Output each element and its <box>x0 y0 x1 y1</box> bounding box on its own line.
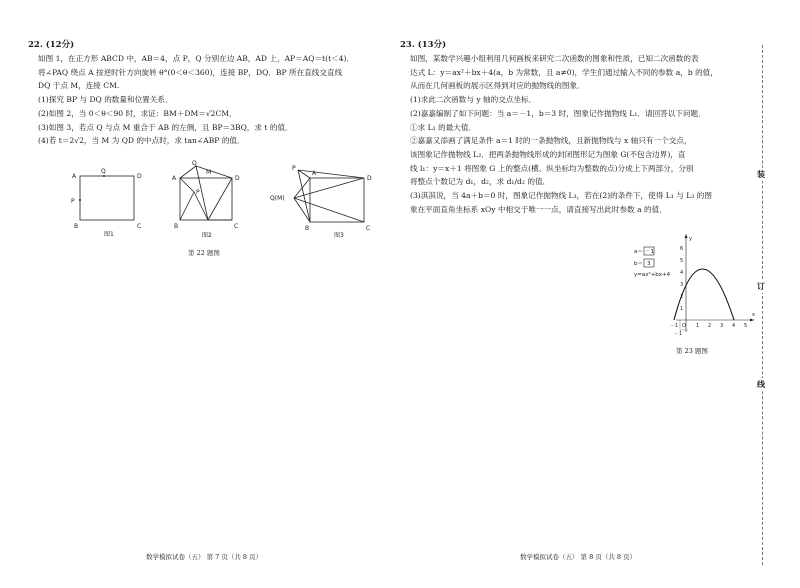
q22-text <box>38 52 354 148</box>
fig2-point-c: C <box>234 223 239 230</box>
x-tick-5: 5 <box>744 323 748 329</box>
y-tick-2: 2 <box>680 294 684 300</box>
y-tick-3: 3 <box>680 282 684 288</box>
q23-line: 象在平面直角坐标系 xOy 中相交于唯一一点，请直接写出此时参数 a 的值． <box>410 204 667 214</box>
figure-3 <box>268 160 378 238</box>
y-tick-1: 1 <box>680 306 684 312</box>
page-7-footer: 数学模拟试卷（五） 第 7 页（共 8 页） <box>146 553 263 561</box>
x-tick-1: 1 <box>696 323 700 329</box>
binding-char-zhuang: 装 <box>757 169 765 179</box>
x-tick-2: 2 <box>708 323 712 329</box>
q23-line: ②嘉嘉又添画了满足条件 a＝1 时的一条抛物线，且新抛物线与 x 轴只有一个交点， <box>410 136 692 146</box>
fig3-label: 图3 <box>334 232 344 238</box>
q22-line: DQ 于点 M，连接 CM. <box>38 81 120 91</box>
x-tick-3: 3 <box>720 323 724 329</box>
x-tick-neg1: －1 <box>670 323 679 329</box>
q23-line: (3)淇淇说，当 4a＋b＝0 时，图象记作抛物线 L₃，若在(2)的条件下，使得 L₁ 与 L₃ 的图 <box>410 191 712 201</box>
graph-formula: y=ax²+bx+4 <box>634 272 671 278</box>
q22-line: (1)探究 BP 与 DQ 的数量和位置关系． <box>38 95 173 105</box>
q23-figure-caption: 第 23 题图 <box>676 347 708 355</box>
fig2-label: 图2 <box>202 232 212 238</box>
fig1-point-d: D <box>137 173 142 180</box>
fig2-point-b: B <box>174 223 179 230</box>
x-axis-label: x <box>752 312 755 318</box>
figure-2 <box>168 160 268 238</box>
param-b-label: b＝ <box>634 261 643 267</box>
fig2-point-p: P <box>196 189 200 196</box>
q23-line: (2)嘉嘉编制了如下问题：当 a＝－1，b＝3 时，图象记作抛物线 L₁．请回答以下问题． <box>410 108 706 118</box>
q23-header: 23. (13分) <box>400 40 447 50</box>
fig1-point-a: A <box>72 173 77 180</box>
fig3-point-d: D <box>367 175 372 182</box>
q23-line: 线 l₁：y＝x＋1 将图象 G 上的整点(横、纵坐标均为整数的点)分成上下两部分，分别 <box>410 163 694 173</box>
y-tick-5: 5 <box>680 258 684 264</box>
fig1-point-c: C <box>137 223 142 230</box>
q22-line: (3)如图 3，若点 Q 与点 M 重合于 AB 的左侧，且 BP＝3BQ，求 t 的值． <box>38 122 293 132</box>
binding-char-xian: 线 <box>757 379 765 389</box>
parabola-graph <box>632 232 762 337</box>
q23-line: 从而在几何画板的展示区得到对应的抛物线的图象． <box>410 81 585 91</box>
param-b-value: 3 <box>647 261 651 267</box>
fig3-point-a: A <box>312 170 317 177</box>
q23-line: 如图，某数学兴趣小组利用几何画板来研究二次函数的图象和性质，已知二次函数的表 <box>410 54 699 63</box>
y-axis-label: y <box>689 236 692 242</box>
y-tick-6: 6 <box>680 246 684 252</box>
q23-line: 将整点个数记为 d₁，d₂，求 d₁/d₂ 的值． <box>410 177 551 187</box>
q22-line: (2)如图 2，当 0＜θ＜90 时，求证：BM＋DM＝√2CM． <box>38 108 237 118</box>
fig1-label: 图1 <box>104 231 114 238</box>
q22-line: 如图 1，在正方形 ABCD 中，AB＝4，点 P，Q 分别在边 AB，AD 上，AP＝AQ＝t(t＜4)． <box>38 54 355 63</box>
x-tick-4: 4 <box>732 323 736 329</box>
fig3-point-p: P <box>292 165 296 172</box>
q22-header: 22. (12分) <box>28 40 75 50</box>
binding-char-ding: 订 <box>757 281 765 291</box>
param-a-label: a＝ <box>634 249 643 255</box>
fig3-point-c: C <box>366 225 371 232</box>
fig1-point-p: P <box>71 198 75 205</box>
fig3-point-b: B <box>305 225 310 232</box>
q22-line: 将∠PAQ 绕点 A 按逆时针方向旋转 θ°(0＜θ＜360)，连接 BP，DQ．BP 所在直线交直线 <box>38 67 343 77</box>
fig2-point-a: A <box>172 175 177 182</box>
fig1-point-b: B <box>74 223 79 230</box>
fig2-point-q: Q <box>192 160 197 167</box>
fig2-point-m: M <box>206 169 212 176</box>
x-tick-origin: O <box>682 323 686 329</box>
fig3-point-q-m: Q(M) <box>270 195 285 202</box>
y-tick-neg1: －1 <box>674 331 683 337</box>
page-8-footer: 数学模拟试卷（五） 第 8 页（共 8 页） <box>520 553 637 561</box>
q23-text <box>410 52 718 216</box>
binding-dashed-line <box>762 45 763 565</box>
fig2-point-d: D <box>235 175 240 182</box>
q23-line: 达式 L：y＝ax²＋bx＋4(a，b 为常数，且 a≠0)，学生们通过输入不同的参数 a，b 的值， <box>410 67 718 77</box>
param-a-value: －1 <box>645 249 654 255</box>
y-tick-4: 4 <box>680 270 684 276</box>
fig1-point-q: Q <box>101 168 106 175</box>
q23-line: (1)求此二次函数与 y 轴的交点坐标． <box>410 95 537 105</box>
q23-line: 该图象记作抛物线 L₂．把两条抛物线形成的封闭图形记为图象 G(不包含边界)，直 <box>410 149 686 159</box>
q23-line: ①求 L₁ 的最大值． <box>410 122 477 132</box>
figure-1 <box>58 166 158 238</box>
q22-line: (4)若 t＝2√2，当 M 为 QD 的中点时，求 tan∠ABP 的值． <box>38 136 245 146</box>
q22-figure-caption: 第 22 题图 <box>188 249 220 257</box>
